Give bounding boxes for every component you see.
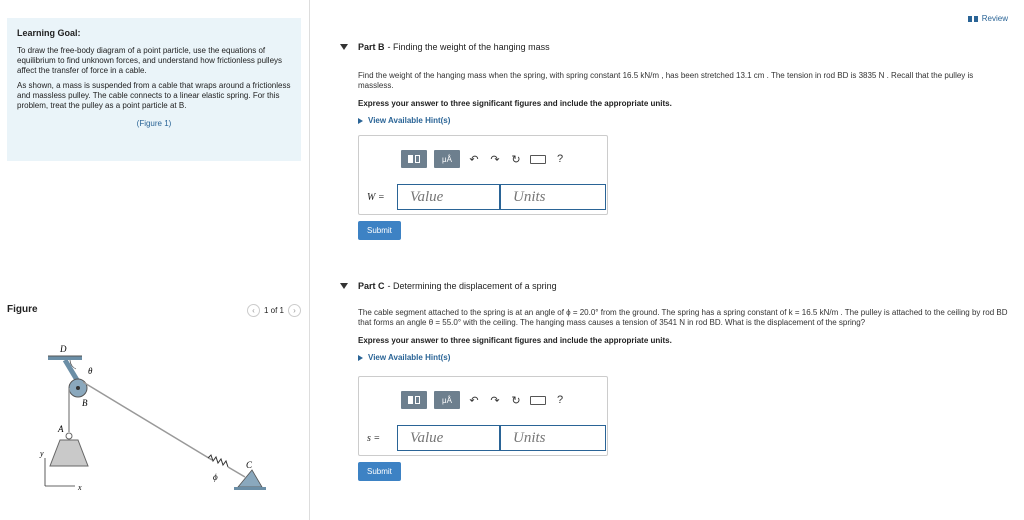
help-icon[interactable]: ?: [556, 394, 564, 406]
part-c-question: The cable segment attached to the spring is at an angle of ϕ = 20.0° from the ground. The spring has a spring constant of k = 16.5 kN/m . The pulley is attached to the ceiling by rod BD that forms an angle θ = 55.0° with the ceiling. The hanging mass causes a tension of 3541 N in rod BD. What is the displacement of the spring?: [358, 308, 1008, 327]
template-button[interactable]: [401, 391, 427, 409]
units-input[interactable]: [500, 425, 606, 451]
collapse-icon[interactable]: [340, 283, 348, 289]
math-toolbar: [401, 391, 567, 409]
review-link[interactable]: [968, 14, 1008, 23]
part-c-title: - Determining the displacement of a spring: [387, 281, 557, 291]
undo-icon[interactable]: ↶: [469, 394, 479, 407]
next-figure-button[interactable]: ›: [288, 304, 301, 317]
label-theta: θ: [88, 366, 93, 376]
part-c-hint[interactable]: [358, 353, 1010, 362]
part-b-title: - Finding the weight of the hanging mass: [387, 42, 550, 52]
pulley-figure: [20, 340, 270, 500]
label-A: A: [58, 424, 64, 434]
math-toolbar: [401, 150, 567, 168]
figure-pager: [247, 304, 301, 317]
value-input[interactable]: [397, 184, 500, 210]
keyboard-icon[interactable]: [530, 396, 546, 405]
part-c-instruction: Express your answer to three significant figures and include the appropriate units.: [358, 336, 672, 345]
answer-variable-label: W =: [367, 191, 385, 203]
pager-text: 1 of 1: [263, 306, 284, 315]
label-C: C: [246, 460, 253, 470]
learning-goal-title: Learning Goal:: [17, 28, 81, 38]
label-D: D: [60, 344, 67, 354]
reset-icon[interactable]: ↻: [511, 153, 521, 166]
hint-label: View Available Hint(s): [368, 116, 451, 125]
learning-goal-text: To draw the free-body diagram of a point particle, use the equations of equilibrium to find unknown forces, and understand how frictionless pulleys affect the transfer of force in a cable.: [17, 46, 283, 75]
label-x: x: [78, 483, 82, 492]
part-c-answer-box: [358, 376, 608, 456]
part-c-tag: Part C: [358, 281, 385, 291]
hint-label: View Available Hint(s): [368, 353, 451, 362]
prev-figure-button[interactable]: ‹: [247, 304, 260, 317]
units-button[interactable]: μÅ: [434, 150, 460, 168]
reset-icon[interactable]: ↻: [511, 394, 521, 407]
part-b-instruction: Express your answer to three significant figures and include the appropriate units.: [358, 99, 672, 108]
answer-variable-label: s =: [367, 432, 381, 444]
left-panel: [0, 0, 310, 520]
part-b: [340, 41, 1010, 240]
units-button[interactable]: μÅ: [434, 391, 460, 409]
part-b-question: Find the weight of the hanging mass when the spring, with spring constant 16.5 kN/m , has been stretched 13.1 cm . The tension in rod BD is 3835 N . Recall that the pulley is massless.: [358, 71, 974, 90]
part-b-hint[interactable]: [358, 116, 1010, 125]
expand-icon: [358, 118, 363, 124]
template-button[interactable]: [401, 150, 427, 168]
problem-description: As shown, a mass is suspended from a cable that wraps around a frictionless and massless pulley. The cable connects to a linear elastic spring. For this problem, treat the pulley as a point particle at B.: [17, 81, 291, 110]
expand-icon: [358, 355, 363, 361]
redo-icon[interactable]: ↷: [490, 153, 500, 166]
submit-button[interactable]: Submit: [358, 462, 401, 481]
part-c: [340, 280, 1010, 481]
collapse-icon[interactable]: [340, 44, 348, 50]
value-input[interactable]: [397, 425, 500, 451]
label-y: y: [40, 449, 44, 458]
submit-button[interactable]: Submit: [358, 221, 401, 240]
review-icon: [968, 16, 978, 22]
keyboard-icon[interactable]: [530, 155, 546, 164]
redo-icon[interactable]: ↷: [490, 394, 500, 407]
review-label: Review: [981, 14, 1008, 23]
units-input[interactable]: [500, 184, 606, 210]
part-c-header[interactable]: [340, 280, 1010, 292]
label-B: B: [82, 398, 88, 408]
learning-goal-box: [7, 18, 301, 161]
part-b-tag: Part B: [358, 42, 385, 52]
part-b-header[interactable]: [340, 41, 1010, 53]
help-icon[interactable]: ?: [556, 153, 564, 165]
figure-link[interactable]: (Figure 1): [136, 119, 172, 128]
figure-title: Figure: [7, 304, 38, 315]
undo-icon[interactable]: ↶: [469, 153, 479, 166]
label-phi: ϕ: [213, 472, 218, 482]
part-b-answer-box: [358, 135, 608, 215]
figure-header: [7, 304, 301, 320]
